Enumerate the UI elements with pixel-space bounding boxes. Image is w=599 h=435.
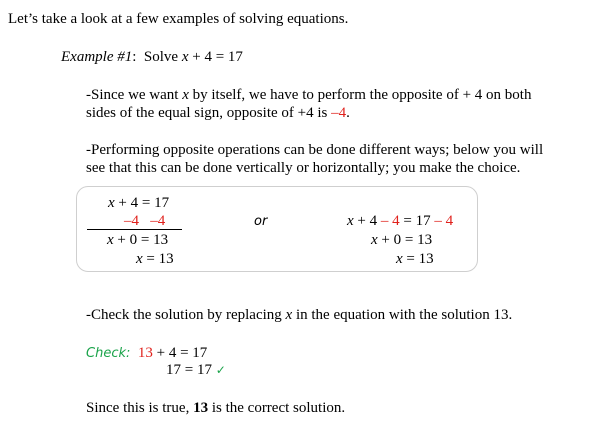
para1-text-a: -Since we want	[86, 87, 183, 103]
check-variable: x	[285, 307, 293, 323]
vertical-equation-1: + 4 = 17	[114, 195, 170, 211]
checkmark-icon: ✓	[215, 363, 226, 377]
vertical-variable-4: x	[136, 251, 143, 267]
conclusion-solution: 13	[193, 400, 209, 416]
vertical-variable-1: x	[108, 195, 115, 211]
check-equation: + 4 = 17	[152, 345, 208, 361]
vertical-row-2: –4 –4	[124, 213, 166, 229]
check-result: 17 = 17	[166, 362, 212, 378]
horizontal-variable-3: x	[396, 251, 403, 267]
vertical-equation-3: + 0 = 13	[113, 232, 169, 248]
horizontal-variable-2: x	[371, 232, 378, 248]
vertical-equation-4: = 13	[142, 251, 174, 267]
horizontal-row-3	[396, 250, 434, 268]
para2-line1: -Performing opposite operations can be done different ways; below you will	[86, 142, 544, 158]
check-text-a: -Check the solution by replacing	[86, 307, 286, 323]
para1-text-c: sides of the equal sign, opposite of +4 is	[86, 105, 332, 121]
example-heading	[61, 48, 243, 66]
check-text-b: in the equation with the solution 13.	[292, 307, 513, 323]
para1-line1	[86, 86, 531, 104]
horizontal-row-2	[371, 231, 432, 249]
horizontal-row-1	[347, 212, 453, 230]
intro-text: Let’s take a look at a few examples of solving equations.	[8, 11, 349, 27]
conclusion-text-a: Since this is true,	[86, 400, 194, 416]
para1-text-b: by itself, we have to perform the opposite of + 4 on both	[188, 87, 532, 103]
para1-period: .	[346, 105, 350, 121]
vertical-row-3	[107, 231, 168, 249]
example-variable: x	[181, 49, 189, 65]
para1-line2	[86, 104, 350, 122]
horizontal-subtract-left: – 4	[380, 213, 400, 229]
horizontal-text-2: = 17	[399, 213, 435, 229]
check-line-2	[166, 361, 226, 379]
example-instruction: Solve	[143, 49, 179, 65]
example-label: Example #1	[61, 49, 133, 65]
vertical-variable-3: x	[107, 232, 114, 248]
check-instruction	[86, 306, 512, 324]
horizontal-equation-3: = 13	[402, 251, 434, 267]
conclusion	[86, 399, 345, 417]
para2-line2: see that this can be done vertically or horizontally; you make the choice.	[86, 160, 521, 176]
or-label: or	[254, 214, 268, 229]
example-equation: + 4 = 17	[188, 49, 243, 65]
para1-opposite-value: –4	[331, 105, 347, 121]
horizontal-subtract-right: – 4	[434, 213, 454, 229]
horizontal-text-1: + 4	[353, 213, 381, 229]
vertical-underline	[87, 229, 182, 230]
check-substituted-value: 13	[137, 345, 153, 361]
conclusion-text-b: is the correct solution.	[208, 400, 346, 416]
example-colon: :	[132, 49, 137, 65]
check-label: Check:	[86, 346, 131, 361]
horizontal-variable-1: x	[347, 213, 354, 229]
para1-variable: x	[182, 87, 189, 103]
vertical-row-1	[108, 194, 169, 212]
horizontal-equation-2: + 0 = 13	[377, 232, 433, 248]
vertical-row-4	[136, 250, 174, 268]
